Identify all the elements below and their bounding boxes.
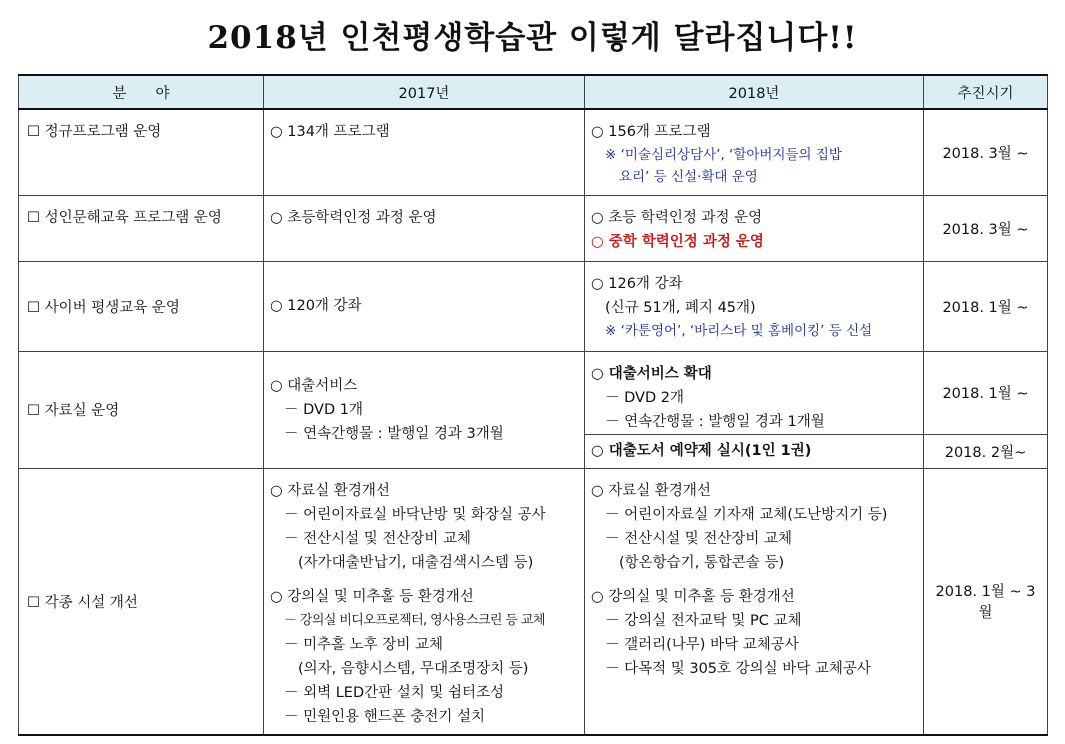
cell-text: － 연속간행물 : 발행일 경과 3개월 — [284, 425, 504, 442]
cell-2017 — [264, 351, 585, 468]
cell-text: － 강의실 비디오프로젝터, 영사용스크린 등 교체 — [284, 612, 545, 628]
note-text: 요리’ 등 신설·확대 운영 — [619, 169, 758, 185]
schedule-cell: 2018. 3월 ~ — [924, 109, 1048, 195]
cell-2017 — [264, 468, 585, 735]
cell-text: ○ 대출도서 예약제 실시(1인 1권) — [591, 443, 812, 459]
cell-text: － 연속간행물 : 발행일 경과 1개월 — [605, 413, 825, 430]
cell-2018 — [585, 434, 924, 468]
cell-2017 — [264, 195, 585, 261]
cell-text: － 어린이자료실 기자재 교체(도난방지기 등) — [605, 506, 888, 523]
header-2017: 2017년 — [264, 75, 585, 109]
table-row — [19, 261, 1048, 351]
cell-text: ○ 120개 강좌 — [270, 298, 362, 314]
table-row — [19, 195, 1048, 261]
cell-text: － 외벽 LED간판 설치 및 쉼터조성 — [284, 684, 505, 701]
cell-text: ○ 자료실 환경개선 — [270, 482, 390, 499]
field-cell: ☐ 성인문해교육 프로그램 운영 — [19, 195, 264, 261]
cell-2018 — [585, 468, 924, 735]
cell-text: (자가대출반납기, 대출검색시스템 등) — [298, 554, 534, 571]
cell-text: － 어린이자료실 바닥난방 및 화장실 공사 — [284, 506, 546, 523]
field-cell: ☐ 각종 시설 개선 — [19, 468, 264, 735]
cell-text: ○ 강의실 및 미추홀 등 환경개선 — [591, 588, 795, 605]
changes-table — [18, 74, 1048, 736]
header-field: 분 야 — [19, 75, 264, 109]
cell-text: ○ 126개 강좌 — [591, 275, 683, 292]
cell-text: ○ 156개 프로그램 — [591, 124, 711, 140]
cell-text: (항온항습기, 통합콘솔 등) — [619, 554, 785, 571]
page-title: 2018년 인천평생학습관 이렇게 달라집니다!! — [207, 20, 858, 56]
field-cell: ☐ 사이버 평생교육 운영 — [19, 261, 264, 351]
cell-text: ○ 초등 학력인정 과정 운영 — [591, 209, 763, 226]
cell-text: － 미추홀 노후 장비 교체 — [284, 636, 443, 653]
cell-2017 — [264, 109, 585, 195]
cell-text: － 다목적 및 305호 강의실 바닥 교체공사 — [605, 660, 871, 677]
schedule-cell: 2018. 1월 ~ — [924, 351, 1048, 434]
header-2018: 2018년 — [585, 75, 924, 109]
cell-text: － DVD 1개 — [284, 401, 363, 418]
cell-text: ○ 대출서비스 확대 — [591, 365, 712, 382]
schedule-cell: 2018. 2월~ — [924, 434, 1048, 468]
header-row — [19, 75, 1048, 109]
field-cell: ☐ 정규프로그램 운영 — [19, 109, 264, 195]
cell-text: － 민원인용 핸드폰 충전기 설치 — [284, 708, 486, 725]
cell-text: － 전산시설 및 전산장비 교체 — [284, 530, 472, 547]
field-cell: ☐ 자료실 운영 — [19, 351, 264, 468]
note-text: ※ ‘미술심리상담사’, ‘할아버지들의 집밥 — [605, 147, 842, 163]
schedule-cell: 2018. 1월 ~ — [924, 261, 1048, 351]
cell-2018 — [585, 109, 924, 195]
header-schedule: 추진시기 — [924, 75, 1048, 109]
cell-2018 — [585, 195, 924, 261]
cell-2018 — [585, 351, 924, 434]
cell-text: ○ 대출서비스 — [270, 377, 358, 394]
cell-text: － 전산시설 및 전산장비 교체 — [605, 530, 793, 547]
cell-text: － 갤러리(나무) 바닥 교체공사 — [605, 636, 799, 653]
note-text: ※ ‘카툰영어’, ‘바리스타 및 홈베이킹’ 등 신설 — [605, 322, 873, 339]
cell-text: － 강의실 전자교탁 및 PC 교체 — [605, 612, 802, 629]
cell-text: (의자, 음향시스템, 무대조명장치 등) — [298, 660, 529, 677]
schedule-cell: 2018. 1월 ~ 3월 — [924, 468, 1048, 735]
table-row — [19, 468, 1048, 735]
cell-2018 — [585, 261, 924, 351]
highlight-text: ○ 중학 학력인정 과정 운영 — [591, 233, 764, 250]
cell-text: ○ 자료실 환경개선 — [591, 482, 711, 499]
cell-text: ○ 강의실 및 미추홀 등 환경개선 — [270, 588, 474, 605]
cell-text: ○ 134개 프로그램 — [270, 124, 390, 140]
table-row — [19, 351, 1048, 434]
cell-2017 — [264, 261, 585, 351]
cell-text: － DVD 2개 — [605, 389, 684, 406]
schedule-cell: 2018. 3월 ~ — [924, 195, 1048, 261]
cell-text: (신규 51개, 폐지 45개) — [605, 299, 756, 316]
table-row — [19, 109, 1048, 195]
cell-text: ○ 초등학력인정 과정 운영 — [270, 209, 437, 226]
